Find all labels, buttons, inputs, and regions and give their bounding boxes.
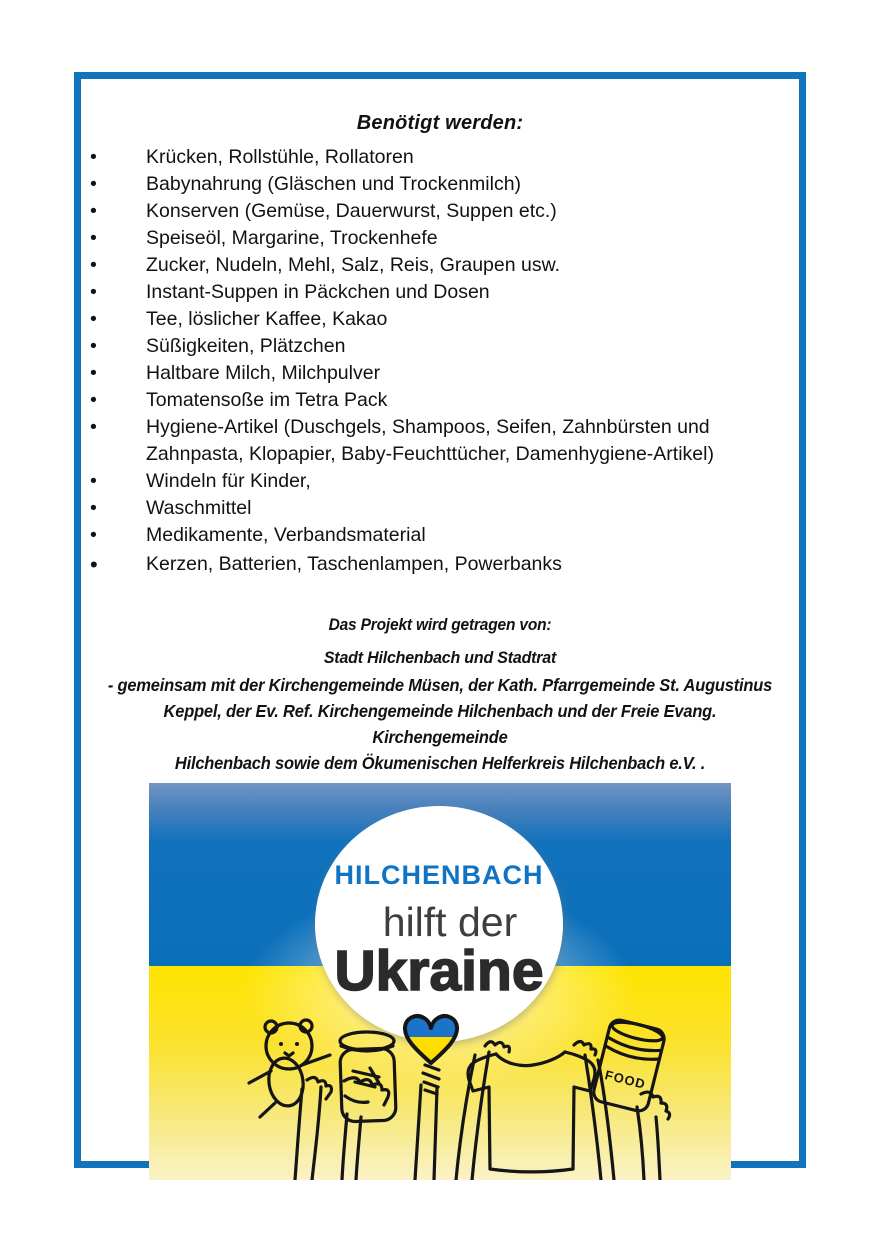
list-item-text: Medikamente, Verbandsmaterial <box>146 524 426 546</box>
credits-body <box>81 672 799 776</box>
logo-country-text: Ukraine <box>334 939 544 1003</box>
list-item <box>81 144 799 171</box>
logo-city-text: HILCHENBACH <box>334 860 544 890</box>
bullet-marker: • <box>90 146 97 168</box>
list-item-text: Babynahrung (Gläschen und Trockenmilch) <box>146 173 522 195</box>
list-item <box>81 360 799 387</box>
bullet-marker: • <box>90 552 98 577</box>
bullet-marker: • <box>90 200 97 222</box>
bullet-marker: • <box>90 173 97 195</box>
flag-illustration <box>149 783 731 1180</box>
list-item-text: Süßigkeiten, Plätzchen <box>146 335 346 357</box>
list-item <box>81 198 799 225</box>
list-item <box>81 225 799 252</box>
list-item-text: Zucker, Nudeln, Mehl, Salz, Reis, Graupen usw. <box>146 254 561 276</box>
credits-line: - gemeinsam mit der Kirchengemeinde Müsen, der Kath. Pfarrgemeinde St. Augustinus <box>107 675 773 695</box>
list-item-text: Konserven (Gemüse, Dauerwurst, Suppen etc.) <box>146 200 557 222</box>
bullet-marker: • <box>90 416 97 438</box>
list-item-text: Tomatensoße im Tetra Pack <box>146 389 388 411</box>
list-item-text: Haltbare Milch, Milchpulver <box>146 362 381 384</box>
bullet-marker: • <box>90 308 97 330</box>
bullet-marker: • <box>90 470 97 492</box>
list-item-text: Speiseöl, Margarine, Trockenhefe <box>146 227 438 249</box>
bullet-marker: • <box>90 524 97 546</box>
list-item <box>81 495 799 522</box>
list-item <box>81 387 799 414</box>
list-item-text: Hygiene-Artikel (Duschgels, Shampoos, Seifen, Zahnbürsten und Zahnpasta, Klopapier, Baby-Feuchttücher, Damenhygiene-Artikel) <box>146 416 714 465</box>
credits-organizer: Stadt Hilchenbach und Stadtrat <box>323 648 557 667</box>
bullet-marker: • <box>90 497 97 519</box>
bullet-marker: • <box>90 281 97 303</box>
list-item <box>81 171 799 198</box>
list-item-text: Windeln für Kinder, <box>146 470 311 492</box>
credits-line: Hilchenbach sowie dem Ökumenischen Helferkreis Hilchenbach e.V. . <box>174 753 706 773</box>
list-item <box>81 252 799 279</box>
list-item <box>81 279 799 306</box>
bullet-marker: • <box>90 254 97 276</box>
content-frame <box>74 72 806 1168</box>
logo-subtitle-text: hilft der <box>382 899 518 945</box>
list-item <box>81 333 799 360</box>
list-item <box>81 306 799 333</box>
bullet-marker: • <box>90 227 97 249</box>
page-title: Benötigt werden: <box>356 112 524 134</box>
list-item <box>81 468 799 495</box>
list-item <box>81 414 799 468</box>
list-item-text: Instant-Suppen in Päckchen und Dosen <box>146 281 490 303</box>
can-label-text: FOOD <box>603 1067 648 1092</box>
needs-list <box>81 144 799 578</box>
credits-section <box>81 614 799 776</box>
list-item-text: Waschmittel <box>146 497 252 519</box>
list-item-text: Tee, löslicher Kaffee, Kakao <box>146 308 388 330</box>
list-item <box>81 522 799 549</box>
credits-line: Keppel, der Ev. Ref. Kirchengemeinde Hilchenbach und der Freie Evang. Kirchengemeinde <box>163 701 717 747</box>
bullet-marker: • <box>90 389 97 411</box>
ukraine-flag-artwork <box>149 783 731 1180</box>
list-item <box>81 551 799 578</box>
credits-heading: Das Projekt wird getragen von: <box>328 616 552 634</box>
bullet-marker: • <box>90 335 97 357</box>
list-item-text: Kerzen, Batterien, Taschenlampen, Powerbanks <box>146 553 562 575</box>
bullet-marker: • <box>90 362 97 384</box>
list-item-text: Krücken, Rollstühle, Rollatoren <box>146 146 414 168</box>
